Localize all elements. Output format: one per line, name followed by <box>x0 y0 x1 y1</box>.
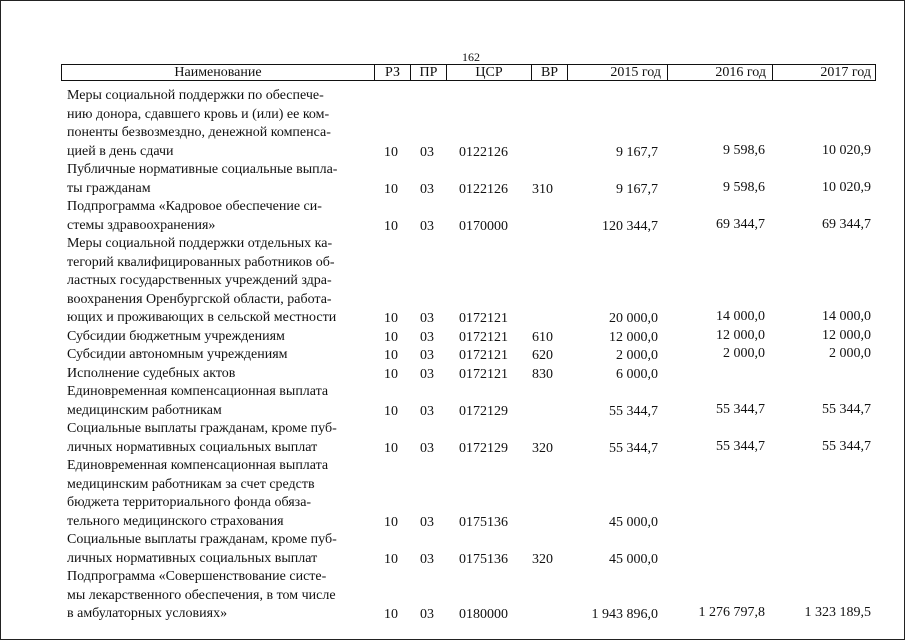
row-vr: 610 <box>532 329 553 345</box>
row-csr: 0172121 <box>459 311 508 326</box>
header-2015: 2015 год <box>567 65 667 80</box>
row-csr: 0122126 <box>459 181 508 197</box>
row-value-2015: 2 000,0 <box>616 348 658 363</box>
row-csr: 0172121 <box>459 329 508 345</box>
row-value-2017: 55 344,7 <box>822 401 871 417</box>
row-csr: 0172129 <box>459 403 508 419</box>
row-pr: 03 <box>420 607 434 622</box>
row-value-2017: 14 000,0 <box>822 309 871 324</box>
row-name-line: личных нормативных социальных выплат <box>67 439 318 455</box>
row-vr: 320 <box>532 551 553 567</box>
header-2016: 2016 год <box>667 65 772 80</box>
page-number: 162 <box>462 50 480 64</box>
row-name <box>67 365 377 384</box>
row-name-line: Субсидии автономным учреждениям <box>67 347 288 362</box>
row-rz: 10 <box>384 551 398 567</box>
row-name <box>67 420 377 457</box>
row-value-2017: 55 344,7 <box>822 438 871 454</box>
row-rz: 10 <box>384 329 398 345</box>
row-name-line: Подпрограмма «Совершенствование систе- <box>67 569 327 584</box>
row-rz: 10 <box>384 218 398 234</box>
row-name-line: стемы здравоохранения» <box>67 217 216 233</box>
row-vr: 320 <box>532 440 553 456</box>
row-name-line: Подпрограмма «Кадровое обеспечение си- <box>67 199 322 214</box>
header-vr: ВР <box>531 65 567 80</box>
row-csr: 0180000 <box>459 607 508 622</box>
row-value-2017: 69 344,7 <box>822 216 871 232</box>
row-name-line: Социальные выплаты гражданам, кроме пуб- <box>67 532 337 547</box>
row-name <box>67 161 377 198</box>
row-value-2015: 1 943 896,0 <box>591 607 658 622</box>
row-value-2017: 10 020,9 <box>822 179 871 195</box>
row-csr: 0172121 <box>459 366 508 382</box>
header-csr: ЦСР <box>446 65 531 80</box>
row-name-line: Исполнение судебных актов <box>67 365 236 381</box>
header-name: Наименование <box>174 65 262 80</box>
row-name <box>67 87 377 161</box>
row-vr: 310 <box>532 181 553 197</box>
row-name <box>67 383 377 420</box>
row-name-line: ластных государственных учреждений здра- <box>67 273 332 288</box>
row-pr: 03 <box>420 311 434 326</box>
row-name <box>67 531 377 568</box>
row-rz: 10 <box>384 366 398 382</box>
row-csr: 0122126 <box>459 144 508 160</box>
row-name-line: Социальные выплаты гражданам, кроме пуб- <box>67 421 337 436</box>
row-value-2016: 9 598,6 <box>723 142 765 158</box>
row-value-2015: 9 167,7 <box>616 181 658 197</box>
row-name-line: в амбулаторных условиях» <box>67 606 228 621</box>
header-pr: ПР <box>410 65 446 80</box>
row-name-line: медицинским работникам <box>67 402 222 418</box>
row-name-line: цией в день сдачи <box>67 143 174 159</box>
row-rz: 10 <box>384 403 398 419</box>
row-name-line: Меры социальной поддержки по обеспече- <box>67 88 324 103</box>
row-name-line: Меры социальной поддержки отдельных ка- <box>67 236 333 251</box>
row-value-2015: 55 344,7 <box>609 403 658 419</box>
row-pr: 03 <box>420 366 434 382</box>
row-rz: 10 <box>384 181 398 197</box>
header-2017: 2017 год <box>772 65 877 80</box>
row-value-2016: 9 598,6 <box>723 179 765 195</box>
row-name <box>67 235 377 328</box>
row-value-2015: 6 000,0 <box>616 366 658 382</box>
row-csr: 0172129 <box>459 440 508 456</box>
row-csr: 0170000 <box>459 218 508 234</box>
row-value-2016: 14 000,0 <box>716 309 765 324</box>
row-name-line: поненты безвозмездно, денежной компенса- <box>67 125 331 140</box>
row-name <box>67 346 377 365</box>
row-rz: 10 <box>384 514 398 530</box>
row-name <box>67 568 377 624</box>
row-pr: 03 <box>420 403 434 419</box>
row-pr: 03 <box>420 218 434 234</box>
row-value-2015: 12 000,0 <box>609 329 658 345</box>
row-name-line: воохранения Оренбургской области, работа- <box>67 291 332 307</box>
row-name-line: медицинским работникам за счет средств <box>67 476 315 492</box>
row-value-2016: 2 000,0 <box>723 346 765 361</box>
row-name-line: тегорий квалифицированных работников об- <box>67 254 335 270</box>
row-value-2017: 10 020,9 <box>822 142 871 158</box>
row-name-line: личных нормативных социальных выплат <box>67 550 318 566</box>
row-pr: 03 <box>420 144 434 160</box>
row-value-2016: 12 000,0 <box>716 327 765 343</box>
row-value-2016: 69 344,7 <box>716 216 765 232</box>
row-value-2015: 45 000,0 <box>609 551 658 567</box>
row-pr: 03 <box>420 329 434 345</box>
row-value-2015: 20 000,0 <box>609 311 658 326</box>
row-name-line: Единовременная компенсационная выплата <box>67 458 329 473</box>
row-rz: 10 <box>384 144 398 160</box>
row-value-2016: 55 344,7 <box>716 401 765 417</box>
row-value-2015: 9 167,7 <box>616 144 658 160</box>
row-name <box>67 457 377 531</box>
row-name-line: Субсидии бюджетным учреждениям <box>67 328 285 344</box>
row-name-line: ты гражданам <box>67 180 151 196</box>
row-vr: 830 <box>532 366 553 382</box>
row-name-line: ющих и проживающих в сельской местности <box>67 310 337 325</box>
row-name <box>67 198 377 235</box>
row-name-line: нию донора, сдавшего кровь и (или) ее ком- <box>67 106 330 122</box>
row-csr: 0175136 <box>459 551 508 567</box>
row-pr: 03 <box>420 181 434 197</box>
row-name-line: Единовременная компенсационная выплата <box>67 384 329 399</box>
row-rz: 10 <box>384 348 398 363</box>
row-name-line: Публичные нормативные социальные выпла- <box>67 162 338 177</box>
row-pr: 03 <box>420 348 434 363</box>
row-value-2017: 12 000,0 <box>822 327 871 343</box>
row-value-2016: 1 276 797,8 <box>698 605 765 620</box>
row-value-2015: 55 344,7 <box>609 440 658 456</box>
row-vr: 620 <box>532 348 553 363</box>
row-pr: 03 <box>420 514 434 530</box>
row-value-2017: 1 323 189,5 <box>804 605 871 620</box>
row-value-2015: 120 344,7 <box>602 218 658 234</box>
row-rz: 10 <box>384 607 398 622</box>
row-pr: 03 <box>420 440 434 456</box>
row-name-line: бюджета территориального фонда обяза- <box>67 495 312 510</box>
row-rz: 10 <box>384 440 398 456</box>
row-name-line: мы лекарственного обеспечения, в том числе <box>67 587 336 603</box>
row-name-line: тельного медицинского страхования <box>67 513 284 529</box>
row-value-2015: 45 000,0 <box>609 514 658 530</box>
row-value-2016: 55 344,7 <box>716 438 765 454</box>
row-value-2017: 2 000,0 <box>829 346 871 361</box>
header-rz: РЗ <box>374 65 410 80</box>
row-name <box>67 328 377 347</box>
row-csr: 0172121 <box>459 348 508 363</box>
row-pr: 03 <box>420 551 434 567</box>
table-header <box>61 64 876 81</box>
row-csr: 0175136 <box>459 514 508 530</box>
row-rz: 10 <box>384 311 398 326</box>
